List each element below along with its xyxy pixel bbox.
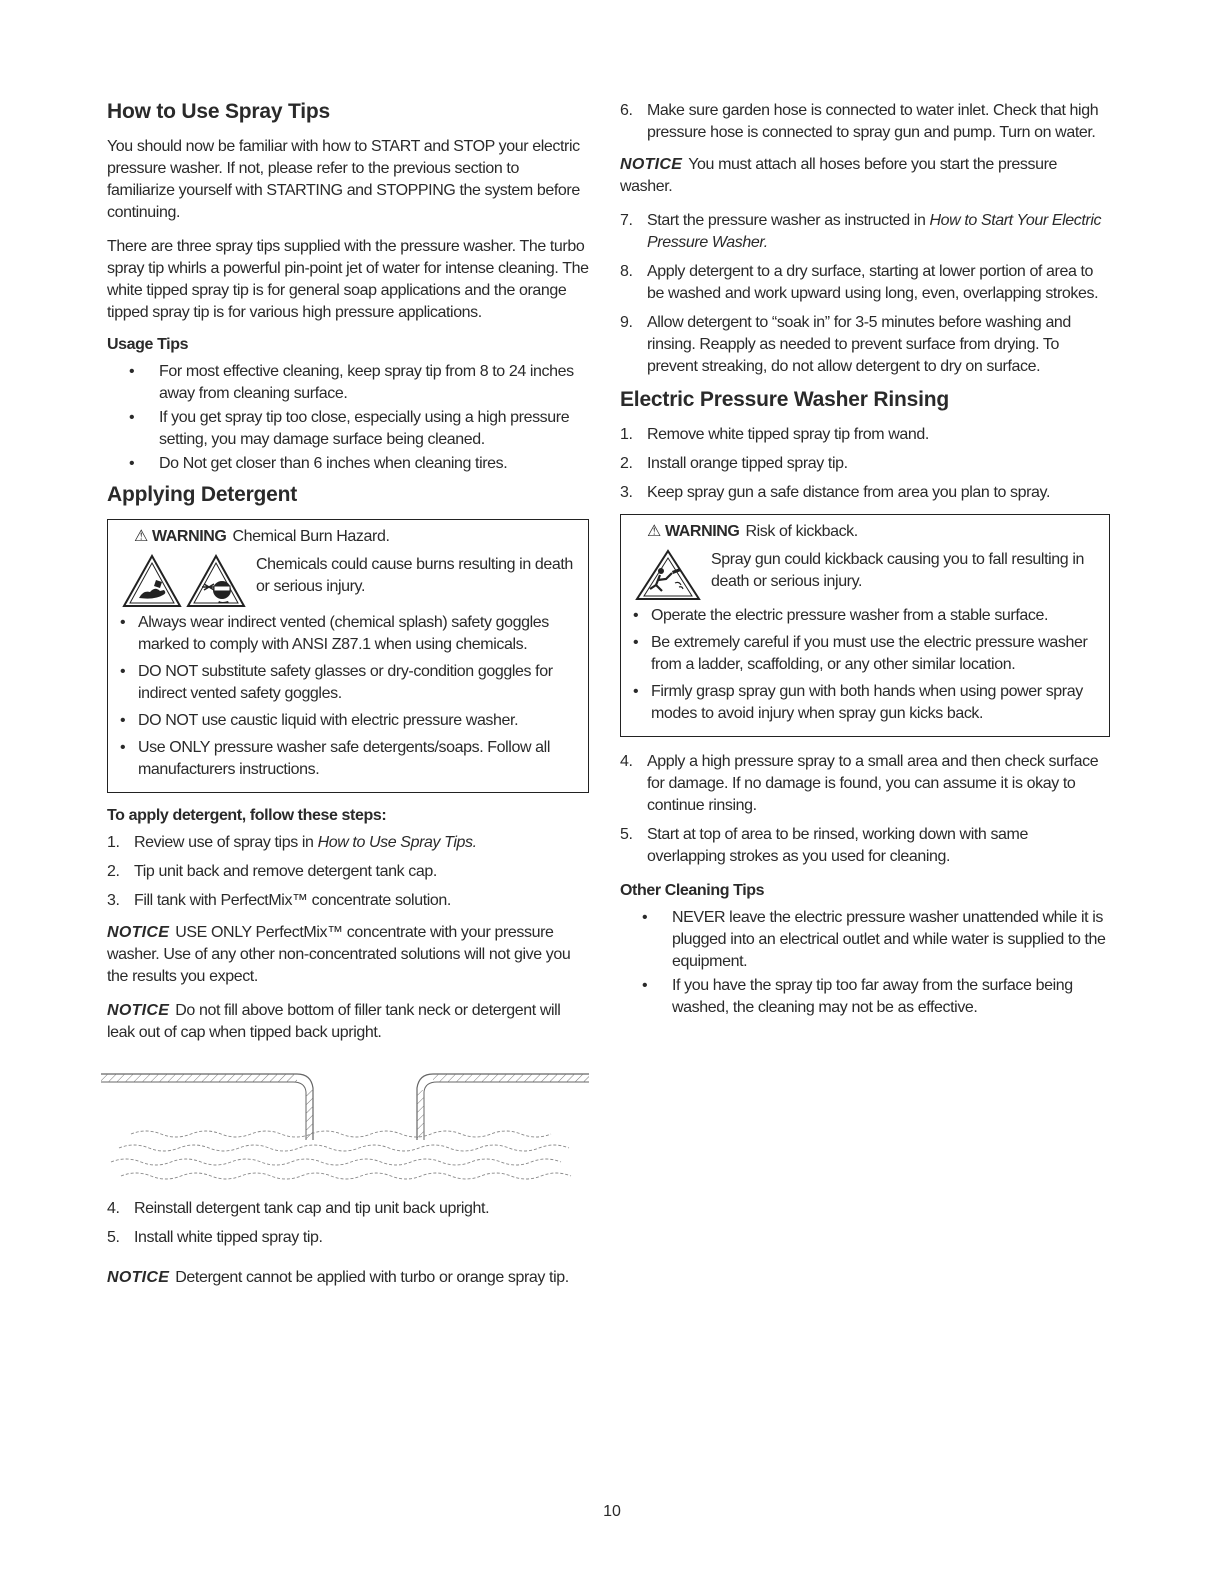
step-text: Review use of spray tips in bbox=[134, 834, 318, 851]
detergent-steps-list-7-9 bbox=[620, 210, 1110, 378]
chemical-warning-box bbox=[107, 519, 589, 793]
step-text: Apply a high pressure spray to a small area and then check surface for damage. If no damage is found, you can assume it is okay to continue rinsing. bbox=[647, 753, 1099, 814]
kickback-warning-box bbox=[620, 514, 1110, 737]
detergent-steps-list-continued-right bbox=[620, 100, 1110, 144]
list-item bbox=[620, 100, 1110, 144]
step-text: Start at top of area to be rinsed, working down with same overlapping strokes as you used for cleaning. bbox=[647, 826, 1028, 865]
list-item: • If you get spray tip too close, especially using a high pressure setting, you may damage surface being cleaned. bbox=[129, 407, 589, 451]
warning-list bbox=[629, 605, 1101, 725]
list-item: • DO NOT substitute safety glasses or dry-condition goggles for indirect vented safety goggles. bbox=[116, 661, 580, 705]
step-text: Make sure garden hose is connected to water inlet. Check that high pressure hose is connected to spray gun and pump. Turn on water. bbox=[647, 102, 1099, 141]
notice-label: NOTICE bbox=[107, 924, 170, 941]
list-item: • For most effective cleaning, keep spray tip from 8 to 24 inches away from cleaning surface. bbox=[129, 361, 589, 405]
warning-header bbox=[629, 521, 1101, 543]
step-text: Remove white tipped spray tip from wand. bbox=[647, 426, 929, 443]
notice-perfectmix bbox=[107, 922, 589, 988]
spray-tips-description: There are three spray tips supplied with the pressure washer. The turbo spray tip whirls a powerful pin-point jet of water for intense cleaning. The white tipped spray tip is for general soap applications and the orange tipped spray tip is for various high pressure applications. bbox=[107, 238, 589, 321]
safety-goggles-icon bbox=[186, 554, 246, 608]
usage-tips-list bbox=[107, 361, 589, 475]
other-cleaning-tips-list bbox=[620, 907, 1110, 1019]
step-text: Tip unit back and remove detergent tank cap. bbox=[134, 863, 437, 880]
list-item bbox=[620, 261, 1110, 305]
notice-text: You must attach all hoses before you start the pressure washer. bbox=[620, 156, 1057, 195]
step-number: 6. bbox=[620, 102, 633, 119]
list-item: • NEVER leave the electric pressure washer unattended while it is plugged into an electrical outlet and while water is supplied to the equipment. bbox=[642, 907, 1110, 973]
list-item bbox=[620, 482, 1110, 504]
other-cleaning-tips-heading: Other Cleaning Tips bbox=[620, 882, 765, 899]
step-reference: How to Start Your Electric Pressure Washer. bbox=[647, 212, 1102, 251]
section-heading-spray-tips: How to Use Spray Tips bbox=[107, 100, 330, 123]
step-number: 1. bbox=[620, 426, 633, 443]
step-number: 2. bbox=[107, 863, 120, 880]
list-item: • Do Not get closer than 6 inches when cleaning tires. bbox=[129, 453, 589, 475]
hazard-icons bbox=[635, 549, 701, 601]
list-item bbox=[620, 312, 1110, 378]
notice-text: Detergent cannot be applied with turbo or orange spray tip. bbox=[175, 1269, 569, 1286]
step-text: Install white tipped spray tip. bbox=[134, 1229, 323, 1246]
section-heading-rinsing: Electric Pressure Washer Rinsing bbox=[620, 388, 949, 411]
spray-tips-intro: You should now be familiar with how to START and STOP your electric pressure washer. If not, please refer to the previous section to familiarize yourself with STARTING and STOPPING the system before continuing. bbox=[107, 138, 580, 221]
warning-label: WARNING bbox=[664, 523, 740, 540]
warning-symbol-icon: ⚠ bbox=[647, 523, 661, 540]
hazard-icons bbox=[122, 554, 246, 608]
detergent-tank-illustration bbox=[101, 1072, 601, 1184]
step-number: 1. bbox=[107, 834, 120, 851]
notice-turbo-tip bbox=[107, 1267, 589, 1289]
step-number: 5. bbox=[107, 1229, 120, 1246]
notice-text: USE ONLY PerfectMix™ concentrate with your pressure washer. Use of any other non-concentrated solutions will not give you the results you expect. bbox=[107, 924, 571, 985]
kickback-hazard-icon bbox=[635, 549, 701, 601]
warning-title: Risk of kickback. bbox=[745, 523, 858, 540]
notice-filler-neck bbox=[107, 1000, 589, 1044]
step-text: Apply detergent to a dry surface, starting at lower portion of area to be washed and work upward using long, even, overlapping strokes. bbox=[647, 263, 1099, 302]
warning-header bbox=[116, 526, 580, 548]
step-text: Fill tank with PerfectMix™ concentrate solution. bbox=[134, 892, 451, 909]
warning-hazard-row bbox=[629, 549, 1101, 601]
list-item: • Be extremely careful if you must use the electric pressure washer from a ladder, scaffolding, or any other similar location. bbox=[629, 632, 1101, 676]
usage-tips-heading: Usage Tips bbox=[107, 336, 189, 353]
list-item bbox=[107, 890, 589, 912]
step-text: Reinstall detergent tank cap and tip unit back upright. bbox=[134, 1200, 490, 1217]
notice-attach-hoses bbox=[620, 154, 1110, 198]
list-item: • Operate the electric pressure washer from a stable surface. bbox=[629, 605, 1101, 627]
warning-description: Chemicals could cause burns resulting in death or serious injury. bbox=[256, 556, 573, 595]
list-item bbox=[620, 210, 1110, 254]
list-item bbox=[620, 751, 1110, 817]
list-item bbox=[107, 832, 589, 854]
step-text: Keep spray gun a safe distance from area you plan to spray. bbox=[647, 484, 1051, 501]
warning-description: Spray gun could kickback causing you to fall resulting in death or serious injury. bbox=[711, 551, 1084, 590]
list-item bbox=[620, 453, 1110, 475]
warning-list bbox=[116, 612, 580, 781]
notice-label: NOTICE bbox=[107, 1002, 170, 1019]
step-number: 4. bbox=[620, 753, 633, 770]
step-text: Allow detergent to “soak in” for 3-5 minutes before washing and rinsing. Reapply as needed to prevent surface from drying. To prevent streaking, do not allow detergent to dry on surface. bbox=[647, 314, 1071, 375]
list-item bbox=[620, 824, 1110, 868]
step-number: 3. bbox=[620, 484, 633, 501]
rinsing-steps-list-continued bbox=[620, 751, 1110, 868]
step-number: 8. bbox=[620, 263, 633, 280]
detergent-steps-heading: To apply detergent, follow these steps: bbox=[107, 807, 387, 824]
chemical-burn-hazard-icon bbox=[122, 554, 182, 608]
list-item bbox=[107, 861, 589, 883]
step-text: Install orange tipped spray tip. bbox=[647, 455, 848, 472]
list-item: • DO NOT use caustic liquid with electric pressure washer. bbox=[116, 710, 580, 732]
step-number: 5. bbox=[620, 826, 633, 843]
step-number: 7. bbox=[620, 212, 633, 229]
step-number: 3. bbox=[107, 892, 120, 909]
detergent-steps-list-continued bbox=[107, 1198, 589, 1249]
list-item bbox=[107, 1227, 589, 1249]
detergent-steps-list bbox=[107, 832, 589, 912]
step-reference: How to Use Spray Tips. bbox=[317, 834, 477, 851]
warning-label: WARNING bbox=[151, 528, 227, 545]
step-number: 2. bbox=[620, 455, 633, 472]
list-item: • Use ONLY pressure washer safe detergents/soaps. Follow all manufacturers instructions. bbox=[116, 737, 580, 781]
warning-hazard-row bbox=[116, 554, 580, 608]
step-text: Start the pressure washer as instructed in bbox=[647, 212, 930, 229]
notice-text: Do not fill above bottom of filler tank neck or detergent will leak out of cap when tipped back upright. bbox=[107, 1002, 561, 1041]
section-heading-applying-detergent: Applying Detergent bbox=[107, 483, 298, 506]
rinsing-steps-list bbox=[620, 424, 1110, 504]
step-number: 4. bbox=[107, 1200, 120, 1217]
notice-label: NOTICE bbox=[620, 156, 683, 173]
right-column bbox=[620, 100, 1110, 1027]
notice-label: NOTICE bbox=[107, 1269, 170, 1286]
list-item: • Firmly grasp spray gun with both hands when using power spray modes to avoid injury when spray gun kicks back. bbox=[629, 681, 1101, 725]
warning-title: Chemical Burn Hazard. bbox=[232, 528, 390, 545]
step-number: 9. bbox=[620, 314, 633, 331]
list-item: • If you have the spray tip too far away from the surface being washed, the cleaning may not be as effective. bbox=[642, 975, 1110, 1019]
list-item bbox=[620, 424, 1110, 446]
left-column bbox=[107, 100, 589, 1301]
warning-symbol-icon: ⚠ bbox=[134, 528, 148, 545]
list-item bbox=[107, 1198, 589, 1220]
page-number: 10 bbox=[603, 1503, 621, 1520]
list-item: • Always wear indirect vented (chemical splash) safety goggles marked to comply with ANSI Z87.1 when using chemicals. bbox=[116, 612, 580, 656]
